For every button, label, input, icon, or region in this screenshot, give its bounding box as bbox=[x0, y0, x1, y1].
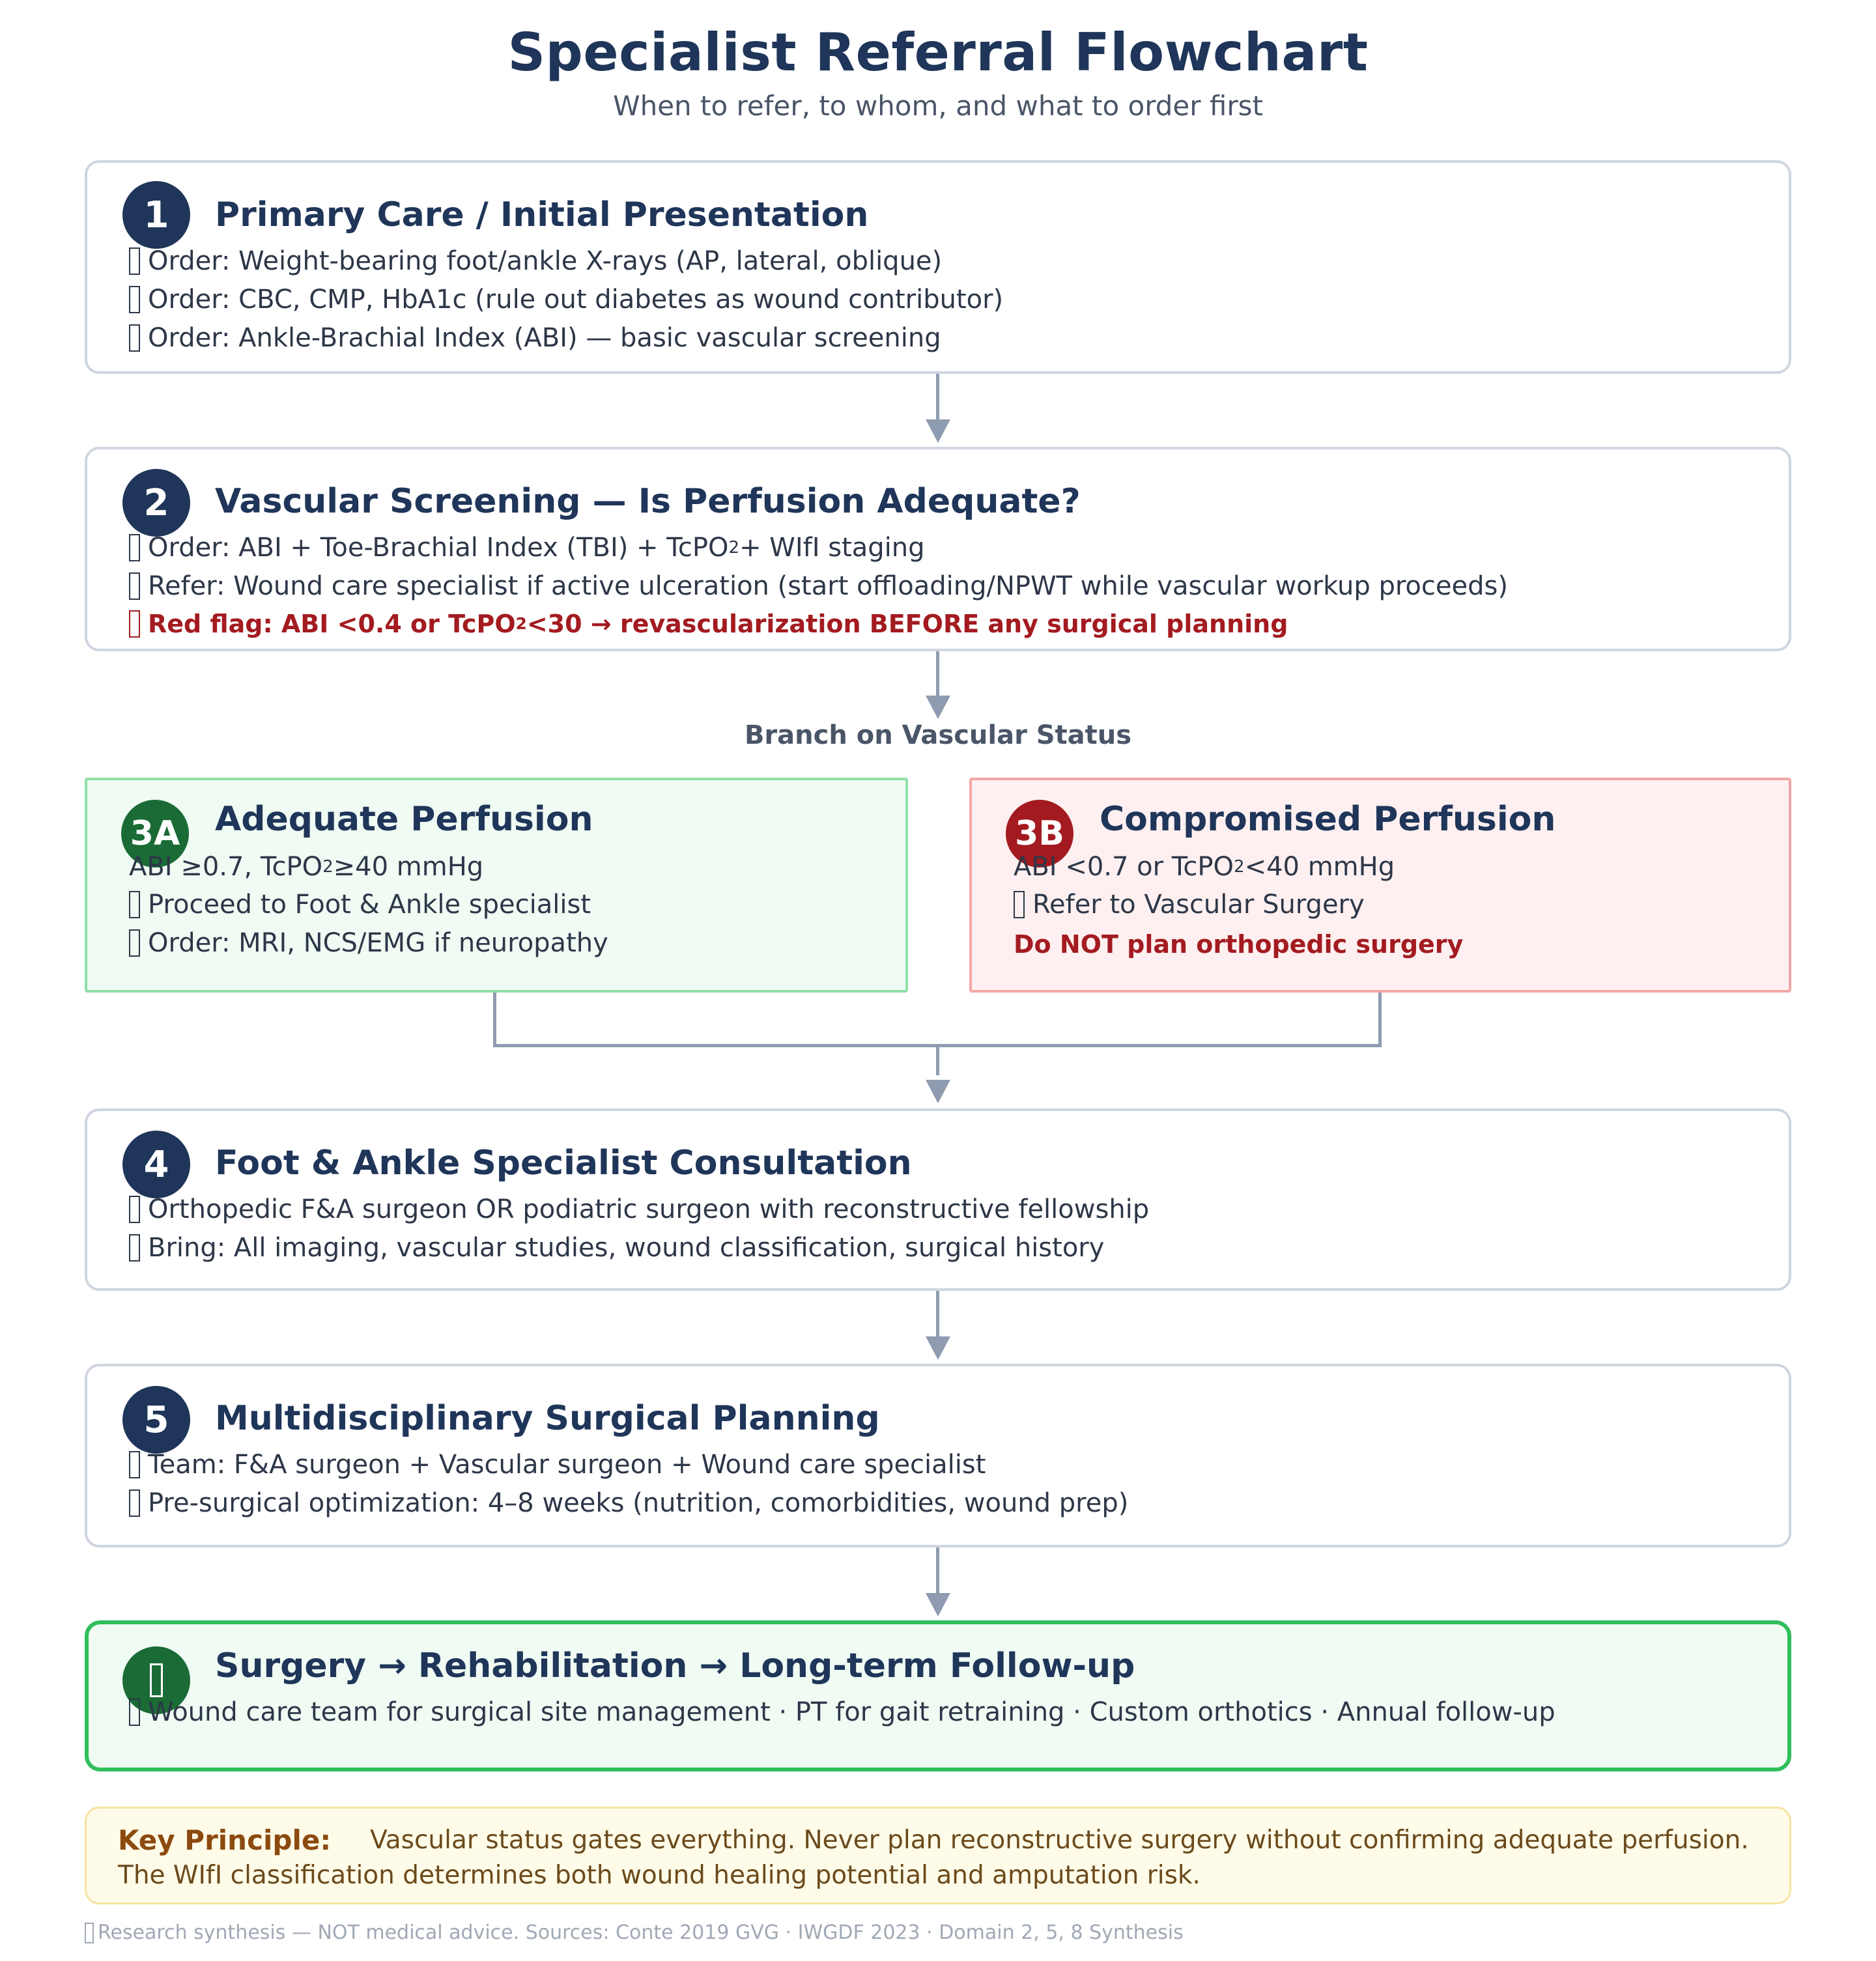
step-5-badge: 5 bbox=[122, 1386, 190, 1454]
step-4-line-1: Orthopedic F&A surgeon OR podiatric surgeon with reconstructive fellowship bbox=[129, 1194, 1149, 1224]
step-1-box bbox=[85, 160, 1791, 374]
key-principle-label: Key Principle: bbox=[118, 1824, 332, 1856]
step-2-badge: 2 bbox=[122, 469, 190, 537]
key-principle-line-1 bbox=[118, 1824, 1749, 1856]
step-1-line-1: Order: Weight-bearing foot/ankle X-rays (AP, lateral, oblique) bbox=[129, 246, 942, 276]
branch-3a-badge: 3A bbox=[121, 800, 189, 868]
step-1-title: Primary Care / Initial Presentation bbox=[215, 195, 869, 234]
step-4-box bbox=[85, 1108, 1791, 1291]
missing-glyph-icon bbox=[129, 1234, 140, 1262]
final-title: Surgery → Rehabilitation → Long-term Follow-up bbox=[215, 1646, 1135, 1686]
connector-3b-down bbox=[1378, 993, 1382, 1047]
step-2-line-1: Order: ABI + Toe-Brachial Index (TBI) + TcPO 2 + WIfI staging bbox=[129, 533, 925, 563]
step-4-badge: 4 bbox=[122, 1131, 190, 1198]
step-1-line-2: Order: CBC, CMP, HbA1c (rule out diabetes as wound contributor) bbox=[129, 285, 1003, 315]
arrow-head-icon bbox=[926, 419, 950, 443]
step-1-badge: 1 bbox=[122, 181, 190, 249]
branch-3a-title: Adequate Perfusion bbox=[215, 800, 593, 839]
final-step-box bbox=[85, 1620, 1791, 1771]
connector-2-branch bbox=[936, 651, 939, 698]
branch-3a-criteria: ABI ≥0.7, TcPO 2 ≥40 mmHg bbox=[129, 852, 484, 882]
arrow-head-icon bbox=[926, 1336, 950, 1360]
branch-3a-line-3: Order: MRI, NCS/EMG if neuropathy bbox=[129, 928, 608, 958]
final-line: Wound care team for surgical site management · PT for gait retraining · Custom orthotics · Annual follow-up bbox=[129, 1697, 1556, 1727]
branch-label: Branch on Vascular Status bbox=[744, 720, 1132, 750]
missing-glyph-icon bbox=[129, 572, 140, 600]
step-4-title: Foot & Ankle Specialist Consultation bbox=[215, 1144, 912, 1183]
connector-merge-down bbox=[936, 1044, 939, 1075]
key-principle-line-2 bbox=[118, 1861, 1201, 1890]
key-principle-text-1: Vascular status gates everything. Never plan reconstructive surgery without confirming adequate perfusion. bbox=[370, 1826, 1749, 1855]
connector-1-2 bbox=[936, 374, 939, 421]
connector-3a-down bbox=[493, 993, 496, 1047]
step-5-title: Multidisciplinary Surgical Planning bbox=[215, 1399, 880, 1438]
red-flag-line: Red flag: ABI <0.4 or TcPO 2 <30 → revascularization BEFORE any surgical planning bbox=[129, 610, 1288, 638]
missing-glyph-icon bbox=[129, 929, 140, 957]
arrow-head-icon bbox=[926, 1080, 950, 1103]
missing-glyph-icon bbox=[129, 1451, 140, 1478]
missing-glyph-icon bbox=[129, 247, 140, 275]
connector-4-5 bbox=[936, 1291, 939, 1338]
step-5-line-1: Team: F&A surgeon + Vascular surgeon + Wound care specialist bbox=[129, 1450, 986, 1480]
step-4-line-2: Bring: All imaging, vascular studies, wound classification, surgical history bbox=[129, 1233, 1104, 1263]
missing-glyph-icon bbox=[1014, 891, 1025, 918]
missing-glyph-icon bbox=[85, 1923, 94, 1943]
branch-3a-line-2: Proceed to Foot & Ankle specialist bbox=[129, 890, 591, 920]
step-5-box bbox=[85, 1364, 1791, 1547]
connector-5-final bbox=[936, 1547, 939, 1594]
missing-glyph-icon bbox=[129, 1699, 140, 1726]
check-glyph-icon bbox=[150, 1663, 163, 1697]
missing-glyph-icon bbox=[129, 534, 140, 561]
branch-3b-warning: Do NOT plan orthopedic surgery bbox=[1014, 930, 1464, 959]
key-principle-text-2: The WIfI classification determines both wound healing potential and amputation risk. bbox=[118, 1861, 1201, 1890]
step-1-line-3: Order: Ankle-Brachial Index (ABI) — basic vascular screening bbox=[129, 323, 941, 353]
key-principle-box bbox=[85, 1807, 1791, 1904]
footer-note: Research synthesis — NOT medical advice. Sources: Conte 2019 GVG · IWGDF 2023 · Domain 2, 5, 8 Synthesis bbox=[85, 1921, 1184, 1944]
missing-glyph-icon bbox=[129, 891, 140, 918]
branch-3b-criteria: ABI <0.7 or TcPO 2 <40 mmHg bbox=[1014, 852, 1395, 882]
branch-3b-line-2: Refer to Vascular Surgery bbox=[1014, 890, 1365, 920]
step-2-title: Vascular Screening — Is Perfusion Adequate? bbox=[215, 482, 1081, 521]
branch-3a-box bbox=[85, 778, 908, 993]
step-2-line-2: Refer: Wound care specialist if active ulceration (start offloading/NPWT while vascular workup proceeds) bbox=[129, 571, 1508, 601]
missing-glyph-icon bbox=[129, 324, 140, 352]
page-subtitle: When to refer, to whom, and what to order first bbox=[613, 90, 1263, 122]
warning-glyph-icon bbox=[129, 610, 140, 638]
branch-3b-box bbox=[969, 778, 1791, 993]
arrow-head-icon bbox=[926, 1593, 950, 1616]
step-5-line-2: Pre-surgical optimization: 4–8 weeks (nutrition, comorbidities, wound prep) bbox=[129, 1488, 1128, 1518]
page-title: Specialist Referral Flowchart bbox=[507, 22, 1369, 83]
missing-glyph-icon bbox=[129, 1196, 140, 1223]
step-2-box bbox=[85, 447, 1791, 651]
missing-glyph-icon bbox=[129, 1489, 140, 1517]
arrow-head-icon bbox=[926, 696, 950, 719]
missing-glyph-icon bbox=[129, 286, 140, 313]
branch-3b-badge: 3B bbox=[1006, 800, 1073, 868]
branch-3b-title: Compromised Perfusion bbox=[1100, 800, 1556, 839]
